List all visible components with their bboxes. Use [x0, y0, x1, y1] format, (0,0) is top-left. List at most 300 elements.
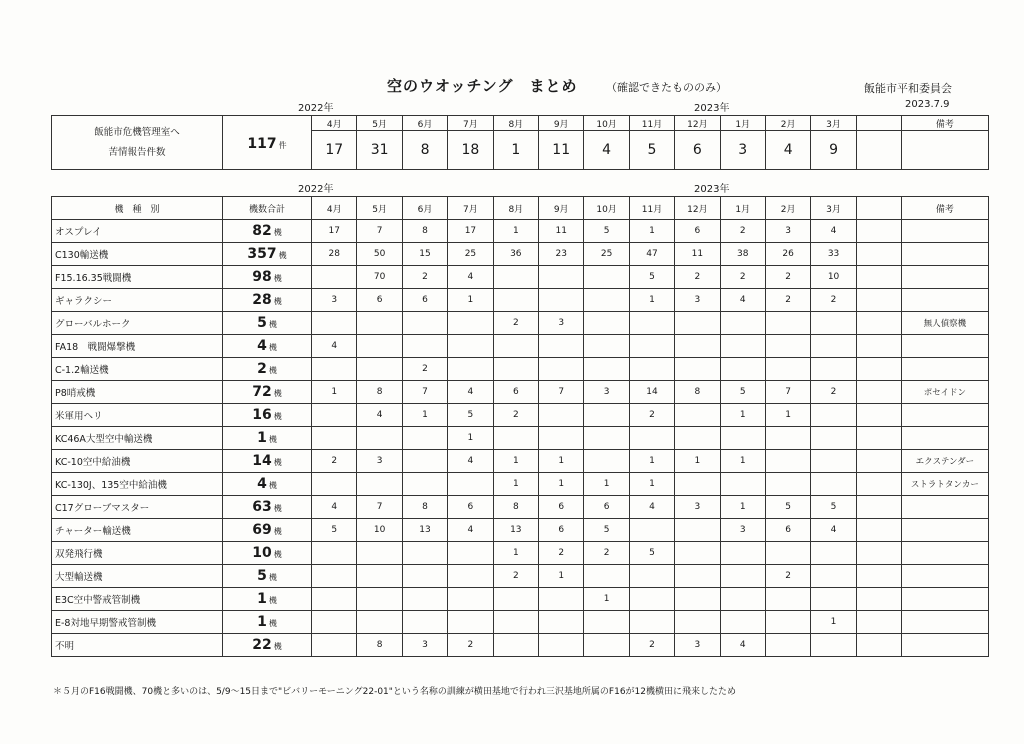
aircraft-note	[901, 565, 988, 588]
aircraft-type-name: C130輸送機	[52, 243, 223, 266]
complaints-spare-header	[856, 116, 901, 131]
aircraft-total-cell	[222, 266, 311, 289]
aircraft-month-count: 1	[493, 473, 538, 496]
aircraft-month-count	[811, 542, 856, 565]
aircraft-month-count	[539, 427, 584, 450]
aircraft-month-count	[720, 565, 765, 588]
aircraft-month-count: 5	[720, 381, 765, 404]
aircraft-type-name: グローバルホーク	[52, 312, 223, 335]
complaints-month-header: 2月	[765, 116, 810, 131]
aircraft-month-header: 2月	[765, 197, 810, 220]
aircraft-month-count	[584, 427, 629, 450]
aircraft-month-count	[312, 427, 357, 450]
aircraft-month-count: 2	[811, 289, 856, 312]
aircraft-month-count: 8	[402, 496, 447, 519]
aircraft-month-count: 2	[720, 220, 765, 243]
aircraft-unit: 機	[273, 274, 282, 283]
complaints-label-line1: 飯能市危機管理室へ	[94, 126, 180, 138]
aircraft-unit: 機	[273, 389, 282, 398]
aircraft-month-count	[493, 289, 538, 312]
aircraft-month-count	[675, 404, 720, 427]
aircraft-month-count	[312, 312, 357, 335]
aircraft-month-count: 3	[675, 289, 720, 312]
aircraft-month-count	[811, 427, 856, 450]
aircraft-month-count	[312, 404, 357, 427]
aircraft-month-count	[493, 611, 538, 634]
aircraft-total-cell	[222, 335, 311, 358]
aircraft-unit: 機	[273, 527, 282, 536]
aircraft-month-count: 4	[720, 634, 765, 657]
year-label-2022-top: 2022年	[298, 103, 334, 114]
aircraft-note	[901, 496, 988, 519]
aircraft-total-cell	[222, 473, 311, 496]
complaints-month-value: 9	[811, 131, 856, 170]
aircraft-month-count	[675, 358, 720, 381]
aircraft-month-count: 1	[402, 404, 447, 427]
aircraft-month-count	[765, 634, 810, 657]
aircraft-month-count: 6	[584, 496, 629, 519]
aircraft-month-count	[312, 542, 357, 565]
aircraft-total-cell	[222, 381, 311, 404]
aircraft-month-count	[493, 266, 538, 289]
aircraft-month-count: 2	[675, 266, 720, 289]
aircraft-unit: 機	[273, 297, 282, 306]
aircraft-month-count: 5	[811, 496, 856, 519]
aircraft-month-count	[720, 588, 765, 611]
aircraft-month-count	[765, 588, 810, 611]
aircraft-total-cell	[222, 588, 311, 611]
table-row	[52, 473, 989, 496]
aircraft-month-count: 7	[357, 220, 402, 243]
aircraft-month-count	[402, 450, 447, 473]
aircraft-spare-cell	[856, 473, 901, 496]
aircraft-month-count	[312, 358, 357, 381]
aircraft-total: 1	[257, 591, 267, 607]
table-row	[52, 611, 989, 634]
aircraft-month-count: 1	[720, 404, 765, 427]
aircraft-month-count: 4	[811, 519, 856, 542]
complaints-month-value: 18	[448, 131, 493, 170]
aircraft-month-count	[539, 611, 584, 634]
aircraft-month-count	[675, 611, 720, 634]
aircraft-month-count: 1	[448, 427, 493, 450]
table-row	[52, 634, 989, 657]
aircraft-month-count: 6	[539, 496, 584, 519]
aircraft-month-count: 4	[448, 381, 493, 404]
aircraft-total: 2	[257, 361, 267, 377]
aircraft-total-cell	[222, 565, 311, 588]
aircraft-month-count: 23	[539, 243, 584, 266]
aircraft-spare-cell	[856, 542, 901, 565]
aircraft-month-count	[402, 473, 447, 496]
aircraft-month-count	[357, 588, 402, 611]
aircraft-type-name: F15.16.35戦闘機	[52, 266, 223, 289]
aircraft-unit: 機	[278, 251, 287, 260]
aircraft-total-cell	[222, 312, 311, 335]
complaints-month-header: 1月	[720, 116, 765, 131]
aircraft-unit: 機	[273, 412, 282, 421]
aircraft-month-count	[720, 427, 765, 450]
aircraft-month-count: 13	[402, 519, 447, 542]
aircraft-month-count: 6	[675, 220, 720, 243]
aircraft-month-count	[584, 611, 629, 634]
aircraft-month-count	[312, 565, 357, 588]
aircraft-month-count: 33	[811, 243, 856, 266]
aircraft-month-count	[584, 565, 629, 588]
aircraft-month-count: 17	[312, 220, 357, 243]
table-row	[52, 404, 989, 427]
aircraft-month-count	[448, 335, 493, 358]
aircraft-month-count	[493, 335, 538, 358]
aircraft-month-count	[675, 312, 720, 335]
aircraft-month-count: 5	[584, 220, 629, 243]
aircraft-total-cell	[222, 542, 311, 565]
aircraft-note	[901, 266, 988, 289]
aircraft-month-count: 1	[629, 450, 674, 473]
aircraft-month-count: 2	[584, 542, 629, 565]
aircraft-unit: 機	[268, 320, 277, 329]
aircraft-month-count: 3	[402, 634, 447, 657]
aircraft-month-header: 9月	[539, 197, 584, 220]
year-label-2022-mid: 2022年	[298, 184, 334, 195]
aircraft-month-header: 3月	[811, 197, 856, 220]
aircraft-month-count: 10	[357, 519, 402, 542]
aircraft-month-count	[811, 335, 856, 358]
aircraft-month-count: 2	[448, 634, 493, 657]
aircraft-unit: 機	[273, 550, 282, 559]
aircraft-month-count: 1	[539, 473, 584, 496]
aircraft-note	[901, 404, 988, 427]
aircraft-month-count	[493, 588, 538, 611]
aircraft-month-count: 2	[811, 381, 856, 404]
aircraft-total: 5	[257, 568, 267, 584]
aircraft-month-count	[811, 450, 856, 473]
year-label-2023-top: 2023年	[694, 103, 730, 114]
aircraft-month-count	[493, 358, 538, 381]
aircraft-note: エクステンダー	[901, 450, 988, 473]
aircraft-month-count	[402, 611, 447, 634]
aircraft-unit: 機	[268, 366, 277, 375]
table-row	[52, 289, 989, 312]
aircraft-total: 16	[252, 407, 272, 423]
aircraft-unit: 機	[273, 504, 282, 513]
aircraft-total: 357	[247, 246, 277, 262]
aircraft-month-header: 1月	[720, 197, 765, 220]
aircraft-month-count: 1	[629, 289, 674, 312]
aircraft-month-count	[584, 289, 629, 312]
aircraft-spare-cell	[856, 611, 901, 634]
aircraft-month-count: 1	[493, 450, 538, 473]
aircraft-month-count: 4	[448, 519, 493, 542]
aircraft-month-count	[448, 473, 493, 496]
table-row	[52, 358, 989, 381]
complaints-month-value: 4	[765, 131, 810, 170]
aircraft-month-count	[765, 611, 810, 634]
aircraft-month-count: 3	[539, 312, 584, 335]
aircraft-spare-cell	[856, 519, 901, 542]
aircraft-total: 98	[252, 269, 272, 285]
aircraft-note	[901, 634, 988, 657]
aircraft-month-count: 6	[402, 289, 447, 312]
complaints-month-header: 10月	[584, 116, 629, 131]
table-row	[52, 312, 989, 335]
complaints-month-value: 8	[402, 131, 447, 170]
aircraft-month-count: 2	[402, 358, 447, 381]
aircraft-type-name: 不明	[52, 634, 223, 657]
aircraft-month-count	[357, 427, 402, 450]
aircraft-month-count	[675, 542, 720, 565]
aircraft-month-count	[402, 312, 447, 335]
aircraft-month-count: 38	[720, 243, 765, 266]
aircraft-total: 1	[257, 614, 267, 630]
aircraft-month-count: 5	[312, 519, 357, 542]
aircraft-month-count	[448, 565, 493, 588]
aircraft-spare-cell	[856, 634, 901, 657]
aircraft-month-count: 1	[493, 542, 538, 565]
aircraft-month-count: 3	[720, 519, 765, 542]
aircraft-total-cell	[222, 289, 311, 312]
aircraft-note: 無人偵察機	[901, 312, 988, 335]
aircraft-month-count: 1	[539, 565, 584, 588]
aircraft-type-name: C17グローブマスター	[52, 496, 223, 519]
aircraft-unit: 機	[268, 596, 277, 605]
aircraft-month-count: 2	[720, 266, 765, 289]
aircraft-month-count: 8	[357, 634, 402, 657]
aircraft-month-count: 1	[629, 220, 674, 243]
complaints-label-line2: 苦情報告件数	[108, 146, 166, 158]
aircraft-month-count	[675, 427, 720, 450]
complaints-month-value: 11	[539, 131, 584, 170]
aircraft-month-count	[811, 634, 856, 657]
aircraft-spare-cell	[856, 220, 901, 243]
aircraft-month-count: 2	[765, 565, 810, 588]
aircraft-month-count	[402, 542, 447, 565]
aircraft-month-count	[720, 611, 765, 634]
aircraft-month-count: 4	[357, 404, 402, 427]
aircraft-month-count	[675, 519, 720, 542]
aircraft-note	[901, 542, 988, 565]
aircraft-month-count: 70	[357, 266, 402, 289]
aircraft-type-name: KC-130J、135空中給油機	[52, 473, 223, 496]
aircraft-spare-cell	[856, 358, 901, 381]
aircraft-month-header: 8月	[493, 197, 538, 220]
table-row	[52, 496, 989, 519]
aircraft-month-count	[448, 312, 493, 335]
aircraft-month-count	[312, 266, 357, 289]
aircraft-month-count	[765, 450, 810, 473]
aircraft-type-name: チャーター輸送機	[52, 519, 223, 542]
aircraft-month-count: 6	[357, 289, 402, 312]
aircraft-month-count	[312, 588, 357, 611]
aircraft-total: 69	[252, 522, 272, 538]
aircraft-note: ストラトタンカー	[901, 473, 988, 496]
aircraft-spare-cell	[856, 588, 901, 611]
aircraft-total-cell	[222, 404, 311, 427]
aircraft-month-count: 1	[720, 450, 765, 473]
complaints-month-value: 6	[675, 131, 720, 170]
aircraft-month-count	[493, 427, 538, 450]
aircraft-month-count	[629, 427, 674, 450]
table-row	[52, 266, 989, 289]
aircraft-unit: 機	[273, 458, 282, 467]
document-title: 空のウオッチング まとめ	[387, 77, 578, 95]
aircraft-type-name: E-8対地早期警戒管制機	[52, 611, 223, 634]
aircraft-month-count	[584, 404, 629, 427]
complaints-notes-cell	[901, 131, 988, 170]
aircraft-note	[901, 335, 988, 358]
aircraft-total: 1	[257, 430, 267, 446]
aircraft-month-count	[448, 358, 493, 381]
aircraft-spare-cell	[856, 427, 901, 450]
complaints-total: 117	[247, 136, 277, 152]
aircraft-month-count	[539, 404, 584, 427]
aircraft-month-header: 6月	[402, 197, 447, 220]
aircraft-month-count	[584, 312, 629, 335]
aircraft-month-count: 5	[629, 266, 674, 289]
footnote: ＊５月のF16戦闘機、70機と多いのは、5/9～15日まで"ビバリーモーニング22-01"という名称の訓練が横田基地で行われ三沢基地所属のF16が12機横田に飛来したため	[53, 687, 736, 697]
aircraft-month-header: 7月	[448, 197, 493, 220]
aircraft-month-count	[765, 473, 810, 496]
aircraft-unit: 機	[268, 343, 277, 352]
aircraft-total: 22	[252, 637, 272, 653]
aircraft-month-count: 4	[448, 266, 493, 289]
aircraft-month-count	[629, 358, 674, 381]
aircraft-month-count: 1	[765, 404, 810, 427]
aircraft-note	[901, 289, 988, 312]
aircraft-month-header: 10月	[584, 197, 629, 220]
aircraft-month-count	[402, 335, 447, 358]
aircraft-total-cell	[222, 220, 311, 243]
table-row	[52, 542, 989, 565]
aircraft-month-count: 14	[629, 381, 674, 404]
aircraft-total-cell	[222, 450, 311, 473]
aircraft-spare-cell	[856, 312, 901, 335]
aircraft-month-count: 15	[402, 243, 447, 266]
aircraft-type-name: 大型輸送機	[52, 565, 223, 588]
aircraft-month-count	[675, 565, 720, 588]
aircraft-note	[901, 427, 988, 450]
aircraft-month-count	[357, 565, 402, 588]
organization-name: 飯能市平和委員会	[864, 82, 952, 95]
complaints-month-header: 7月	[448, 116, 493, 131]
aircraft-unit: 機	[268, 481, 277, 490]
complaints-month-header: 4月	[312, 116, 357, 131]
aircraft-month-count	[584, 266, 629, 289]
aircraft-spare-cell	[856, 266, 901, 289]
aircraft-table	[51, 196, 989, 657]
aircraft-month-count	[675, 588, 720, 611]
aircraft-month-count	[765, 335, 810, 358]
aircraft-month-count	[539, 634, 584, 657]
aircraft-month-count: 5	[765, 496, 810, 519]
aircraft-month-count	[357, 542, 402, 565]
aircraft-month-header: 5月	[357, 197, 402, 220]
aircraft-month-count	[539, 289, 584, 312]
aircraft-month-count	[584, 450, 629, 473]
complaints-month-header: 8月	[493, 116, 538, 131]
aircraft-type-header: 機 種 別	[52, 197, 223, 220]
aircraft-month-count	[312, 634, 357, 657]
aircraft-spare-cell	[856, 381, 901, 404]
aircraft-total-cell	[222, 358, 311, 381]
aircraft-note	[901, 358, 988, 381]
aircraft-month-count: 28	[312, 243, 357, 266]
aircraft-month-count: 1	[493, 220, 538, 243]
aircraft-month-count	[357, 611, 402, 634]
document-subtitle: （確認できたもののみ）	[606, 81, 727, 94]
aircraft-total-cell	[222, 243, 311, 266]
aircraft-month-count: 2	[312, 450, 357, 473]
aircraft-month-count	[675, 473, 720, 496]
aircraft-month-count: 3	[584, 381, 629, 404]
aircraft-month-count	[312, 611, 357, 634]
aircraft-note	[901, 611, 988, 634]
aircraft-month-count	[584, 634, 629, 657]
aircraft-total-cell	[222, 519, 311, 542]
aircraft-type-name: ギャラクシー	[52, 289, 223, 312]
aircraft-month-header: 4月	[312, 197, 357, 220]
aircraft-month-count	[584, 335, 629, 358]
complaints-month-header: 12月	[675, 116, 720, 131]
table-row	[52, 519, 989, 542]
aircraft-type-name: E3C空中警戒管制機	[52, 588, 223, 611]
aircraft-month-count	[765, 542, 810, 565]
aircraft-total: 72	[252, 384, 272, 400]
aircraft-month-count	[811, 358, 856, 381]
aircraft-month-count	[765, 427, 810, 450]
aircraft-month-count: 3	[312, 289, 357, 312]
aircraft-month-count: 2	[539, 542, 584, 565]
aircraft-month-count: 5	[448, 404, 493, 427]
aircraft-month-count	[357, 358, 402, 381]
aircraft-unit: 機	[268, 435, 277, 444]
aircraft-month-count: 4	[312, 496, 357, 519]
aircraft-month-count	[448, 588, 493, 611]
aircraft-spare-header	[856, 197, 901, 220]
aircraft-month-count	[720, 358, 765, 381]
table-row	[52, 243, 989, 266]
aircraft-month-count	[811, 312, 856, 335]
aircraft-month-count	[539, 588, 584, 611]
complaints-month-value: 4	[584, 131, 629, 170]
aircraft-unit: 機	[273, 228, 282, 237]
aircraft-note	[901, 243, 988, 266]
aircraft-type-name: KC-10空中給油機	[52, 450, 223, 473]
complaints-unit: 件	[278, 141, 287, 150]
table-row	[52, 220, 989, 243]
aircraft-month-count	[765, 312, 810, 335]
aircraft-unit: 機	[273, 642, 282, 651]
aircraft-month-count	[675, 335, 720, 358]
aircraft-month-count	[629, 335, 674, 358]
aircraft-month-count: 6	[539, 519, 584, 542]
aircraft-total: 4	[257, 476, 267, 492]
aircraft-month-count: 1	[720, 496, 765, 519]
complaints-month-value: 17	[312, 131, 357, 170]
aircraft-month-count	[629, 611, 674, 634]
aircraft-month-header: 11月	[629, 197, 674, 220]
aircraft-month-count: 50	[357, 243, 402, 266]
aircraft-spare-cell	[856, 450, 901, 473]
aircraft-month-count	[584, 358, 629, 381]
aircraft-month-count: 4	[720, 289, 765, 312]
aircraft-month-count	[402, 565, 447, 588]
aircraft-month-count	[629, 312, 674, 335]
aircraft-total-cell	[222, 427, 311, 450]
aircraft-total-cell	[222, 611, 311, 634]
aircraft-month-count	[811, 473, 856, 496]
aircraft-month-count: 7	[357, 496, 402, 519]
